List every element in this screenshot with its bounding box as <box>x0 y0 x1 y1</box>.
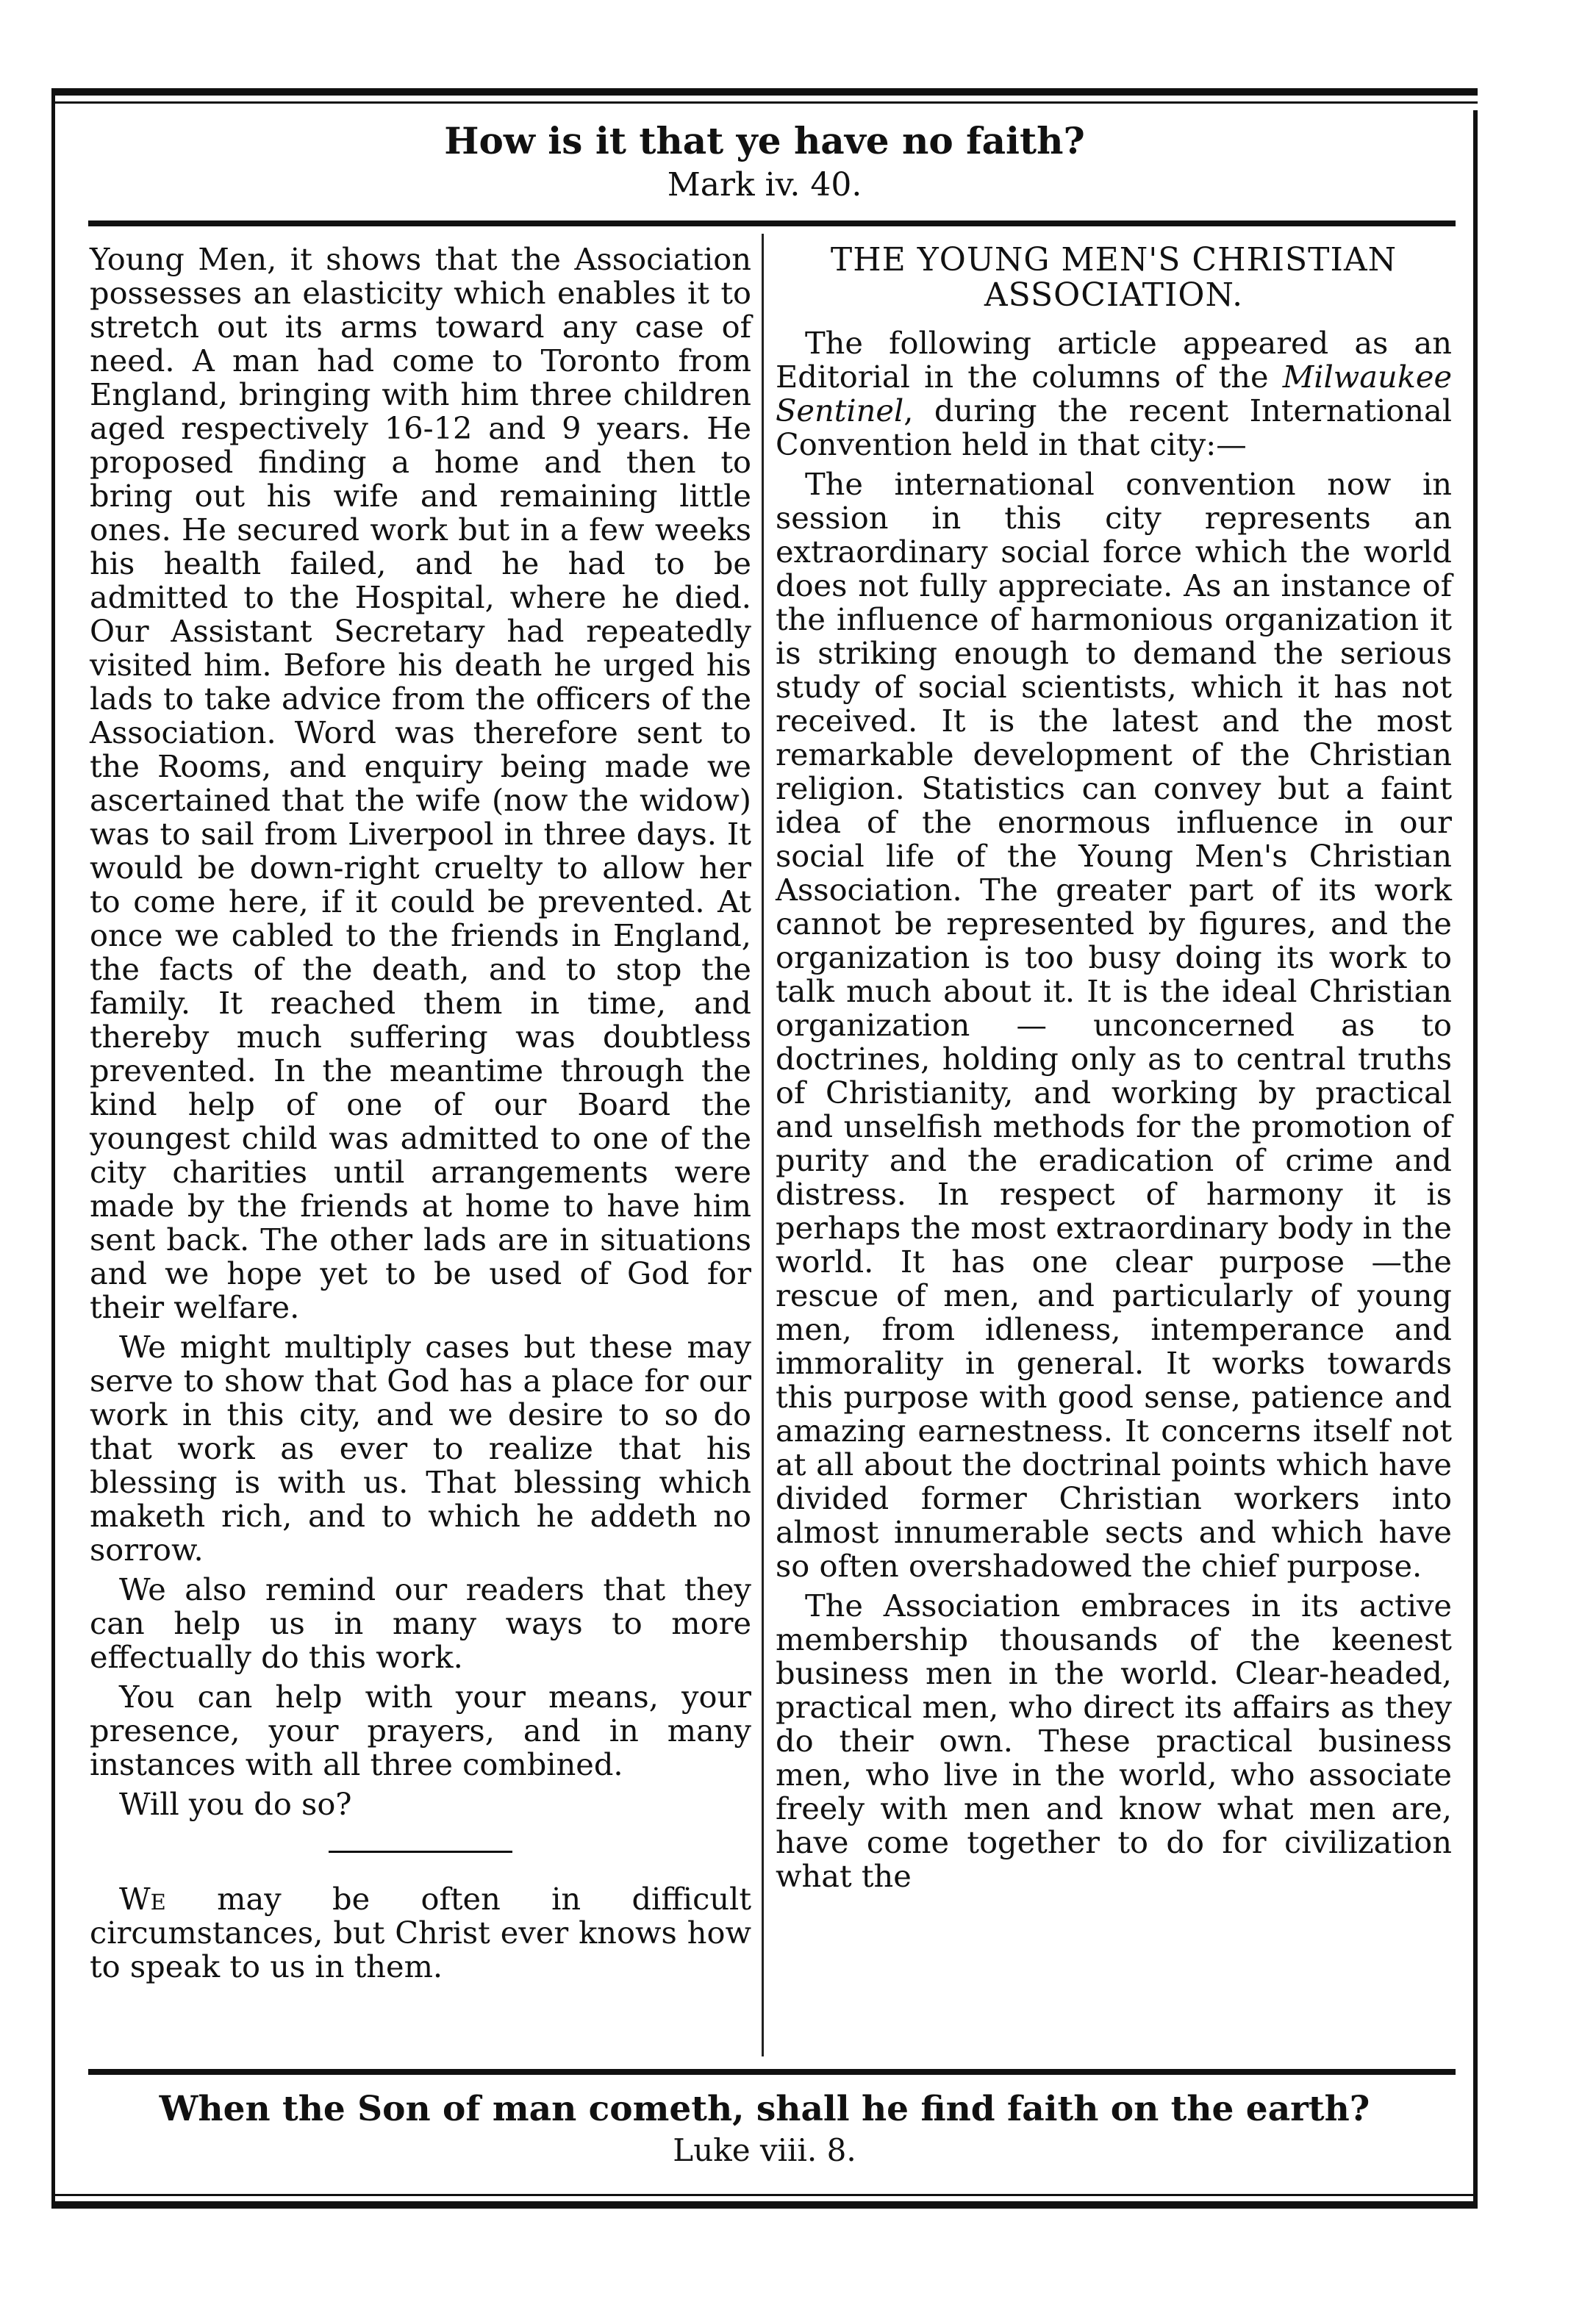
footer-rule <box>88 2069 1456 2075</box>
newspaper-name: Milwaukee Sentinel <box>776 359 1452 428</box>
intro-text-end: , during the recent International Convention held in that city:— <box>776 392 1452 462</box>
article-paragraph: The Association embraces in its active membership thousands of the keenest business men in the world. Clear-headed, practical men, who direct its affairs as they do their own. These practical business men, who live in the world, who associate freely with men and know what men are, have come together to do for civilization what the <box>776 1588 1452 1894</box>
right-border <box>1473 110 1478 2205</box>
header-title: How is it that ye have no faith? <box>444 119 1085 162</box>
article-heading: THE YOUNG MEN'S CHRISTIAN ASSOCIATION. <box>830 241 1397 314</box>
left-paragraph: We might multiply cases but these may serve to show that God has a place for our work in this city, and we desire to so do that work as ever to realize that his blessing is with us. That blessing which maketh rich, and to which he addeth no sorrow. <box>90 1329 751 1568</box>
header-rule <box>88 220 1456 226</box>
header-reference: Mark iv. 40. <box>667 166 862 204</box>
closing-note <box>90 1882 751 1984</box>
closing-note-lead: We <box>119 1881 166 1917</box>
article-intro <box>776 326 1452 462</box>
left-paragraph: Will you do so? <box>119 1786 352 1822</box>
left-paragraph: Young Men, it shows that the Association possesses an elasticity which enables it to stretch out its arms toward any case of need. A man had come to Toronto from England, bringing with him three children aged respectively 16-12 and 9 years. He proposed finding a home and then to bring out his wife and remaining little ones. He secured work but in a few weeks his health failed, and he had to be admitted to the Hospital, where he died. Our Assistant Secretary had repeatedly visited him. Before his death he urged his lads to take advice from the officers of the Association. Word was therefore sent to the Rooms, and enquiry being made we ascertained that the wife (now the widow) was to sail from Liverpool in three days. It would be down-right cruelty to allow her to come here, if it could be prevented. At once we cabled to the friends in England, the facts of the death, and to stop the family. It reached them in time, and thereby much suffering was doubtless prevented. In the meantime through the kind help of one of our Board the youngest child was admitted to one of the city charities until arrangements were made by the friends at home to have him sent back. The other lads are in situations and we hope yet to be used of God for their welfare. <box>90 241 751 1325</box>
bottom-border-thin <box>51 2194 1478 2196</box>
closing-note-text: may be often in difficult circumstances, but Christ ever knows how to speak to us in them. <box>90 1881 751 1984</box>
left-paragraph: You can help with your means, your presence, your prayers, and in many instances with all three combined. <box>90 1679 751 1782</box>
footer-reference: Luke viii. 8. <box>673 2132 856 2168</box>
section-separator <box>329 1851 512 1853</box>
left-column <box>90 243 751 1984</box>
article-paragraph: The international convention now in session in this city represents an extraordinary social force which the world does not fully appreciate. As an instance of the influence of harmonious organization it is striking enough to demand the serious study of social scientists, which it has not received. It is the latest and the most remarkable development of the Christian religion. Statistics can convey but a faint idea of the enormous influence in our social life of the Young Men's Christian Association. The greater part of its work cannot be represented by figures, and the organization is too busy doing its work to talk much about it. It is the ideal Christian organization — unconcerned as to doctrines, holding only as to central truths of Christianity, and working by practical and unselfish methods for the promotion of purity and the eradication of crime and distress. In respect of harmony it is perhaps the most extraordinary body in the world. It has one clear purpose —the rescue of men, and particularly of young men, from idleness, intemperance and immorality in general. It works towards this purpose with good sense, patience and amazing earnestness. It concerns itself not at all about the doctrinal points which have divided former Christian workers into almost innumerable sects and which have so often overshadowed the chief purpose. <box>776 466 1452 1584</box>
right-column <box>776 243 1452 1893</box>
bottom-border-thick <box>51 2201 1478 2209</box>
footer <box>51 2087 1478 2170</box>
left-paragraph: We also remind our readers that they can help us in many ways to more effectually do this work. <box>90 1571 751 1675</box>
footer-verse: When the Son of man cometh, shall he find faith on the earth? <box>159 2089 1370 2129</box>
header <box>51 118 1478 206</box>
column-divider <box>762 234 764 2056</box>
intro-text: The following article appeared as an Editorial in the columns of the <box>776 325 1452 395</box>
